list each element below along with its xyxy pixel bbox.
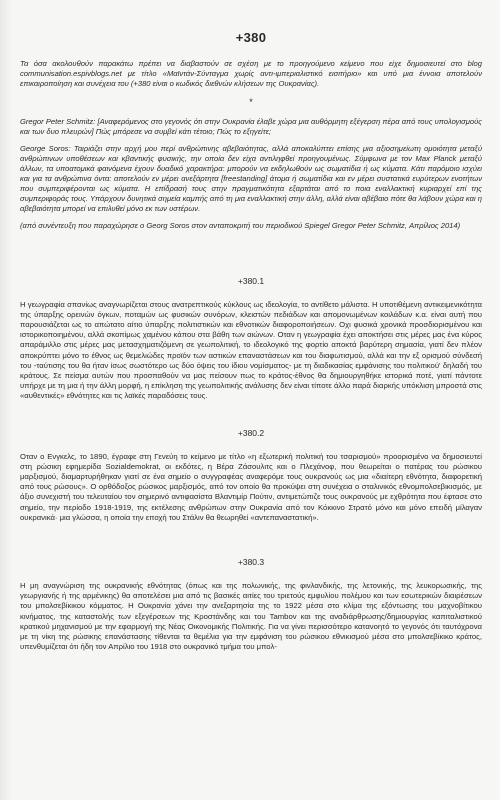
answer-speaker: George Soros:	[20, 143, 71, 153]
section-heading: +380.3	[237, 557, 265, 567]
section-380-1	[20, 276, 482, 402]
intro-paragraph: Τα όσα ακολουθούν παρακάτω πρέπει να διαβαστούν σε σχέση με το προηγούμενο κείμενο που είχε δημοσιευτεί στο blog communisation.espivblogs.net με τίτλο «Μαϊντάν-Σύνταγμα χωρίς αντι-ιμπεριαλιστικό εισιτήριο» και υπό μια έννοια αποτελούν επικαιροποίηση και συνέχεια του (+380 είναι ο κωδικός διεθνών κλήσεων της Ουκρανίας).	[20, 59, 482, 89]
separator-star: *	[249, 96, 253, 107]
answer-text: Ταιριάζει στην αρχή μου περί ανθρώπινης αβεβαιότητας, αλλά αποκαλύπτει επίσης μια αξιοσημείωτη ομοιότητα μεταξύ ανθρώπινων υποθέσεων και κβαντικής φυσικής, την οποία δεν είχα αντιληφθεί προηγουμένως. Σύμφωνα με τον Max Planck μεταξύ άλλων, τα υποατομικά φαινόμενα έχουν δυαδικό χαρακτήρα: μπορούν να εκδηλωθούν ως σωματίδια ή ως κύματα. Κάτι παρόμοιο ισχύει και για τα ανθρώπινα όντα: αποτελούν εν μέρει ανεξάρτητα [freestanding] άτομα ή σωματίδια και εν μέρει συστατικά ευρύτερων ενοτήτων που συμπεριφέρονται ως κύματα. Η επίδρασή τους στην πραγματικότητα εξαρτάται από το ποια εναλλακτική κυριαρχεί επί της συμπεριφοράς τους. Υπάρχουν δυνητικά σημεία καμπής από τη μια εναλλακτική στην άλλη, αλλά είναι αβέβαιο πότε θα λάβουν χώρα και η αβεβαιότητα μπορεί να επιλυθεί μόνο εκ των υστέρων.	[20, 143, 482, 214]
section-text: Η μη αναγνώριση της ουκρανικής εθνότητας (όπως και της πολωνικής, της φινλανδικής, της λετονικής, της λευκορωσικής, της γεωργιανής ή της αρμένικης) θα αποτελέσει μια από τις βασικές αιτίες του τριετούς εμφυλίου πολέμου και των εσωτερικών διαιρέσεων του μπολσεβίκικου κόμματος. Η Ουκρανία χάνει την ανεξαρτησία της το 1922 μέσα στο κλίμα της εξόντωσης του μαχνοβίτικου κινήματος, της καταστολής των εξεγέρσεων της Κροστάνδης και του Tambov και της αναδιάρθρωσης/δημιουργίας καπιταλιστικού κρατικού μηχανισμού με την εφαρμογή της Νέας Οικονομικής Πολιτικής. Για να γίνει περισσότερο κατανοητό το γεγονός ότι ταυτόχρονα με τη νίκη της ρώσικης επανάστασης τίθενται τα θεμέλια για την εμφάνιση του ρώσικου εθνικισμού μέσα στο μπολσεβίκικο κράτος, υπενθυμίζεται ότι ήδη τον Απρίλιο του 1918 στο ουκρανικό τμήμα του μπολ-	[20, 581, 482, 652]
interview-question	[20, 117, 482, 137]
interview-block	[20, 117, 482, 232]
section-text: Οταν ο Ενγκελς, το 1890, έγραφε στη Γενεύη το κείμενο με τίτλο «η εξωτερική πολιτική του τσαρισμού» προορισμένο να δημοσιευτεί στη ρώσικη εφημερίδα Sozialdemokrat, οι εκδότες, η Βέρα Ζάσουλιτς και ο Πλεχάνοφ, που θεωρείται ο πατέρας του ρώσικου μαρξισμού, διαμαρτυρήθηκαν γιατί σε ένα σημείο ο συγγραφέας αναφερόμε τους ουκρανούς ως μια «διαίτερη εθνότητα, διαφορετική από τους ρώσους». Ο ορθόδοξος ρώσικος μαρξισμός, από τον οποίο θα προκύψει στη συνέχεια ο σταλινικός εθνομπολσεβικισμός, με άξιο συνεχιστή του τελευταίου τον σημερινό αντιφασίστα Βλαντιμίρ Πούτιν, αντιμετώπιζε τους ουκρανούς με εχθρότητα που έφτασε στο σημείο, την περίοδο 1918-1919, της εκτέλεσης ανθρώπων στην Ουκρανία από τον Κόκκινο Στρατό μόνο και μόνο επειδή μίλαγαν ουκρανικά· μια γλώσσα, η οποία την εποχή του Στάλιν θα θεωρηθεί «αντεπαναστατική».	[20, 451, 482, 522]
section-380-2	[20, 428, 482, 523]
question-text: [Αναφερόμενος στο γεγονός ότι στην Ουκρανία έλαβε χώρα μια αυθόρμητη εξέγερση πέρα από τους υπολογισμούς και των δυο πλευρών] Πώς μπόρεσε να συμβεί κάτι τέτοιο; Πώς το εξηγείτε;	[20, 116, 482, 136]
section-heading: +380.1	[237, 275, 265, 286]
question-speaker: Gregor Peter Schmitz:	[20, 116, 96, 126]
section-text: Η γεωγραφία σπανίως αναγνωρίζεται στους ανατρεπτικούς κύκλους ως ιδεολογία, το αντίθετο μάλιστα. Η υποτιθέμενη αντικειμενικότητα της ύπαρξης ορεινών όγκων, ποταμών ως φυσικών συνόρων, κλειστών πεδιάδων και απομονωμένων κοιλάδων κ.α. είναι αυτή που παρουσιάζεται ως το απώτατο αίτιο ύπαρξης πολιτιστικών και εθνοτικών διαφοροποιήσεων. Οχι φυσικά χρονικά προσδιορισμένου και ιστορικοποιημένου, αλλά σκοπίμως χαμένου κάπου στα βάθη των αιώνων. Οταν η γεωγραφία έχει αποκτήσει στις μέρες μας ένα κύρος απαράμιλλο στις μέρες μας μετασχηματιζόμενη σε γεωπολιτική, το ιδεολογικό της φορτίο αποκτά βαρύτερη σημασία, γιατί δεν πλέον αποκρύπτει μόνο το έθνος ως θεμελιώδες προϊόν των αστικών επαναστάσεων και του διαφωτισμού, αλλά και την εξ ορισμού σύνδεσή του -ταύτισης του θα ήταν ίσως σωστότερο ως δύο όψεις του ίδιου νομίσματος- με τη διαδικασίας εμφάνισης του πολιτικού' δηλαδή του κράτους. Σε πείσμα αυτών που προσπαθούν να μας πείσουν πως το κράτος-έθνος θα δημιουργηθήκε ιστορικά ποτέ, γιατί πάντοτε υπήρχε με τη μια ή την άλλη μορφή, η επίκληση της γεωπολιτικής ανάλυσης δεν είναι τίποτε άλλο παρά διαρκής υπόκλιση μπροστά στις «αυθεντικές» εθνότητες και τις λαϊκές παραδόσεις τους.	[20, 299, 482, 401]
page-title: +380	[235, 30, 267, 45]
source-note: (από συνέντευξη που παραχώρησε ο Georg Soros στον ανταποκριτή του περιοδικού Spiegel Gregor Peter Schmitz, Απρίλιος 2014)	[20, 221, 461, 231]
section-heading: +380.2	[237, 427, 265, 438]
section-380-3	[20, 557, 482, 652]
interview-answer	[20, 144, 482, 215]
